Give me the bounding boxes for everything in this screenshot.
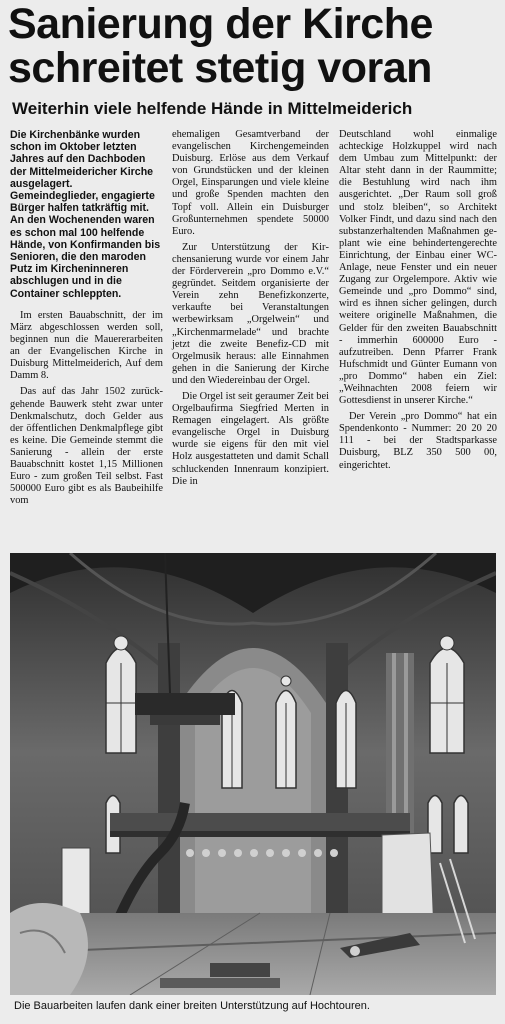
text-column-3 — [339, 129, 497, 476]
subheadline: Weiterhin viele helfende Hände in Mittelmeiderich — [12, 99, 413, 118]
body-paragraph: Deutschland wohl einmalige achteckige Holzkuppel wird nach dem Umbau zum Mittelpunkt: der Altar steht dann in der Raummitte; die Bestuhlung wird nach ihm ausgerichtet. „Der Raum soll groß und stolz bleiben“, so Architekt Volker Findt, und dazu sind nach den substanzerhaltenden Maßnahmen geplant wie eine behindertengerechte Einrichtung, der Einbau einer WC-Anlage, neue Fenster und ein neuer Zugang zur Orgelempore. Aktiv wie Gemeinde und „pro Dommo“ sind, wird es ihnen sicher gelingen, durch weitere originelle Maßnahmen, die Gelder für den zweiten Bauabschnitt - immerhin 600000 Euro - aufzutreiben. Denn Pfarrer Frank Hufschmidt und Günter Eumann von „pro Dommo“ haben ein Ziel: „Weihnachten 2008 feiern wir Gottesdienst in unserer Kirche.“ — [339, 129, 497, 407]
text-column-2 — [172, 129, 329, 492]
text-column-1 — [10, 129, 163, 511]
body-paragraph: ehemaligen Gesamtverband der evangelischen Kirchengemeinden Duisburg. Erlöse aus dem Verkauf von Grundstücken und der kleinen Orgel, Einsparungen und viele kleine und große Spenden machten den Topf voll. Allein ein Duisburger Großunternehmen spendete 50000 Euro. — [172, 129, 329, 237]
church-interior-illustration — [10, 553, 496, 995]
body-paragraph: Zur Unterstützung der Kirchensanierung wurde vor einem Jahr der Förderverein „pro Dommo e.V.“ gegründet. Seitdem organisierte der Verein zehn Benefizkonzerte, verkaufte bei Veranstaltungen werbewirksam „Orgelwein“ und „Kirchenmarmelade“ und brachte jetzt die zweite Benefiz-CD mit Orgelmusik heraus: alle Einnahmen gehen in die Sanierung der Kirche und den Wiedereinbau der Orgel. — [172, 241, 329, 386]
body-paragraph: Der Verein „pro Dommo“ hat ein Spendenkonto - Nummer: 20 20 20 111 - bei der Stadtsparkasse Duisburg, BLZ 350 500 00, eingerichtet. — [339, 411, 497, 471]
body-paragraph: Im ersten Bauabschnitt, der im März abgeschlossen werden soll, beginnen nun die Mauererarbeiten an der Evangelischen Kirche in Duisburg Mittelmeiderich, Auf dem Damm 8. — [10, 309, 163, 382]
church-interior-photo — [10, 553, 496, 995]
body-paragraph: Die Orgel ist seit geraumer Zeit bei Orgelbaufirma Siegfried Merten in Remagen eingelagert. Als größte evangelische Orgel in Duisburg wurde sie eigens für den mit viel Holz ausgestatteten und damit Schall schluckenden Innenraum konzipiert. Die in — [172, 390, 329, 487]
body-paragraph: Das auf das Jahr 1502 zurückgehende Bauwerk steht zwar unter Denkmalschutz, doch Gelder aus der öffentlichen Denkmalpflege gibt es keine. Die Gemeinde stemmt die Sanierung - allein der erste Bauabschnitt kostet 1,15 Millionen Euro - zum großen Teil selbst. Fast 500000 Euro gibt es als Baubeihilfe vom — [10, 386, 163, 507]
headline: Sanierung der Kirche schreitet stetig voran — [8, 0, 433, 92]
lead-paragraph: Die Kirchenbänke wurden schon im Oktober letzten Jahres auf den Dachboden der Mittelmeidericher Kirche ausgelagert. Gemeindeglieder, engagierte Bürger halfen tatkräftig mit. An den Wochenenden waren es schon mal 100 helfende Hände, von Konfirmanden bis Senioren, die den maroden Putz im Kircheninneren abschlugen und in die Container schleppten. — [10, 129, 161, 300]
photo-caption: Die Bauarbeiten laufen dank einer breiten Unterstützung auf Hochtouren. — [14, 1000, 370, 1012]
